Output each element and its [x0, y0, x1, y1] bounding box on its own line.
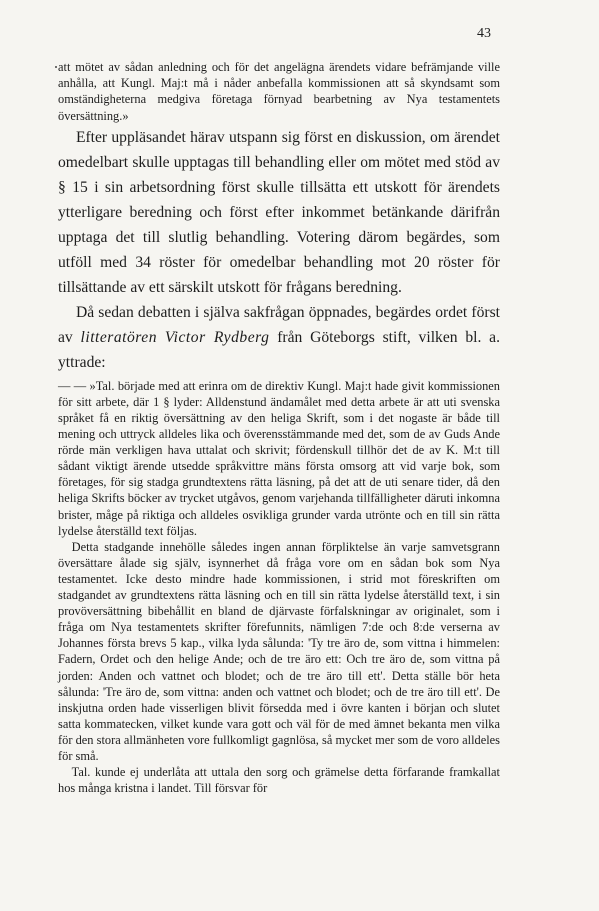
speaker-name: Victor Rydberg: [164, 328, 270, 346]
main-text: [58, 125, 500, 375]
quoted-passage-continued: [58, 59, 500, 124]
margin-mark: [55, 66, 57, 68]
page-content: [58, 59, 500, 796]
speech-paragraph-closing: Tal. kunde ej underlåta att uttala den sorg och grämelse detta förfarande framkallat hos många kristna i landet. Till försvar för: [58, 765, 500, 796]
page-number: 43: [477, 26, 491, 41]
speech-paragraph-argument: Detta stadgande innehölle således ingen annan förpliktelse än varje samvetsgrann översättare ålade sig själv, isynnerhet då fråga vore om en sådan bok som Nya testamentet. Icke desto mindre hade kommissionen, i strid mot föreskriften om stadgandet av grundtextens rätta läsning och en till sin rätta lydelse återställd text, i sin provöversättning bibehållit en bland de djärvaste förfalskningar av originalet, som i fråga om Nya testamentets skrifter förefunnits, nämligen 7:de och 8:de verserna av Johannes första brevs 5 kap., vilka lyda sålunda: 'Ty tre äro de, som vittna i himmelen: Fadern, Ordet och den helige Ande; och de tre äro ett: Och tre äro de, som vittna på jorden: Anden och vattnet och blodet; och de tre äro till ett'. Detta ställe bör heta sålunda: 'Tre äro de, som vittna: anden och vattnet och blodet; och de tre äro till ett'. De inskjutna orden hade visserligen blivit försedda med i övre kanten i början och slutet satta kommatecken, vilket kunde vara gott och väl för de med ämnet bekanta men vilka för den stora allmänheten vore fullkomligt gagnlösa, så mycket mer som de voro alldeles för små.: [58, 539, 500, 763]
body-paragraph-debate: [58, 300, 500, 375]
quote-paragraph: att mötet av sådan anledning och för det angelägna ärendets vidare befrämjande ville anhålla, att Kungl. Maj:t må i nåder anbefalla kommissionen att så skyndsamt som omständigheterna medgiva företaga förnyad bearbetning av Nya testamentets översättning.»: [58, 60, 500, 123]
speech-paragraph-directive: — — »Tal. började med att erinra om de direktiv Kungl. Maj:t hade givit kommissionen för sitt arbete, där 1 § lyder: Alldenstund ändamålet med detta arbete är att uti svenska språket få en riktig översättning av den heliga Skrift, som i det nogaste är både till mening och uttryck alldeles lika och överensstämmande med det, som de av Guds Ande rörde män verkligen hava uttalat och skrivit; fördenskull tillhör det de av K. M:t till sådant viktigt ärende utsedde språkvittre mäns första omsorg att vid varje bok, som företages, för sig stadga grundtextens rätta läsning, på det att de uti senare tider, då den heliga Skrifts böcker av trycket utgåvos, genom varjehanda tillfälligheter däruti inkomna brister, måge på riktiga och alldeles osvikliga grunder varda utrönte och en till sin rätta lydelse återställd text följas.: [58, 378, 500, 538]
debate-intro: Då sedan debatten i själva sakfrågan öppnades, begärdes ordet först av: [58, 303, 500, 346]
debate-outro: från Göteborgs stift, vilken bl. a. yttrade:: [58, 328, 500, 371]
speech-transcript: [58, 378, 500, 796]
speaker-title: litteratören: [80, 328, 157, 346]
body-paragraph-discussion: Efter uppläsandet härav utspann sig först en diskussion, om ärendet omedelbart skulle upptagas till behandling eller om mötet med stöd av § 15 i sin arbetsordning först skulle tillsätta ett utskott för ärendets ytterligare beredning och först efter inkommet betänkande därifrån upptaga det till slutlig behandling. Votering därom begärdes, som utföll med 34 röster för omedelbar behandling mot 20 röster för tillsättande av ett särskilt utskott för frågans beredning.: [58, 128, 500, 296]
